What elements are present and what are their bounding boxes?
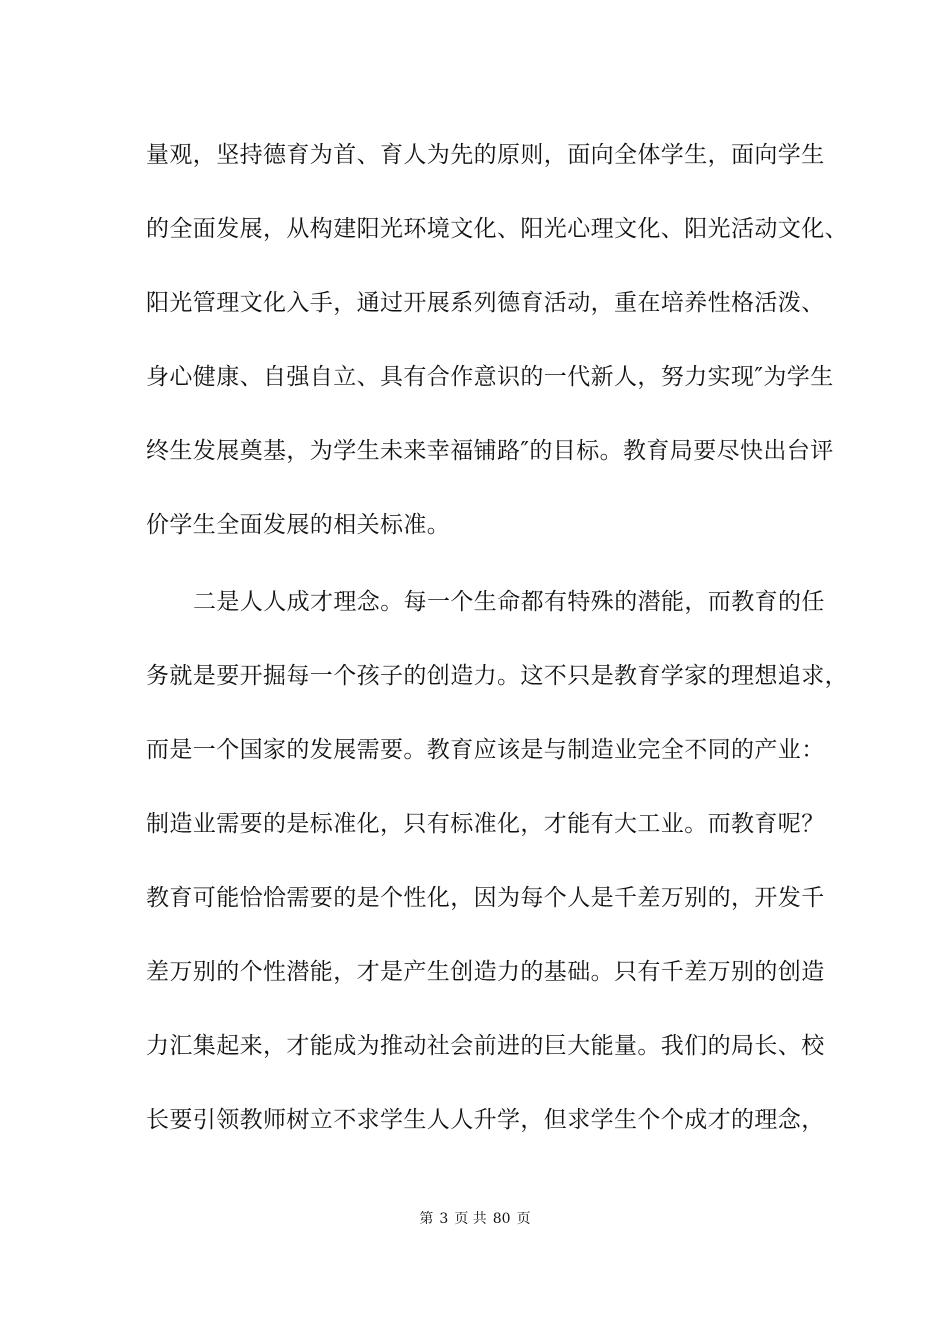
footer-current-page: 3 [439, 1211, 449, 1227]
text-line-13: 力汇集起来，才能成为推动社会前进的巨大能量。我们的局长、校 [146, 1033, 825, 1059]
text-line-3: 阳光管理文化入手，通过开展系列德育活动，重在培养性格活泼、 [146, 290, 825, 316]
page-footer [0, 1210, 950, 1228]
text-line-1: 量观，坚持德育为首、育人为先的原则，面向全体学生，面向学生 [146, 142, 825, 168]
text-line-6: 价学生全面发展的相关标准。 [146, 512, 451, 538]
text-line-8: 务就是要开掘每一个孩子的创造力。这不只是教育学家的理想追求， [146, 663, 848, 689]
text-line-5: 终生发展奠基，为学生未来幸福铺路″的目标。教育局要尽快出台评 [146, 438, 834, 464]
footer-prefix: 第 [419, 1211, 434, 1227]
paragraph-start-line: 二是人人成才理念。每一个生命都有特殊的潜能，而教育的任 [193, 589, 825, 615]
text-line-11: 教育可能恰恰需要的是个性化，因为每个人是千差万别的，开发千 [146, 885, 825, 911]
footer-suffix: 页 [516, 1211, 531, 1227]
text-line-4: 身心健康、自强自立、具有合作意识的一代新人，努力实现″为学生 [146, 364, 834, 390]
text-line-9: 而是一个国家的发展需要。教育应该是与制造业完全不同的产业： [146, 737, 825, 763]
footer-total-pages: 80 [492, 1211, 511, 1227]
text-line-12: 差万别的个性潜能，才是产生创造力的基础。只有千差万别的创造 [146, 959, 825, 985]
text-line-10: 制造业需要的是标准化，只有标准化，才能有大工业。而教育呢？ [146, 811, 825, 837]
text-line-14: 长要引领教师树立不求学生人人升学，但求学生个个成才的理念， [146, 1107, 825, 1133]
text-line-2: 的全面发展，从构建阳光环境文化、阳光心理文化、阳光活动文化、 [146, 216, 848, 242]
footer-middle: 页 共 [454, 1211, 487, 1227]
